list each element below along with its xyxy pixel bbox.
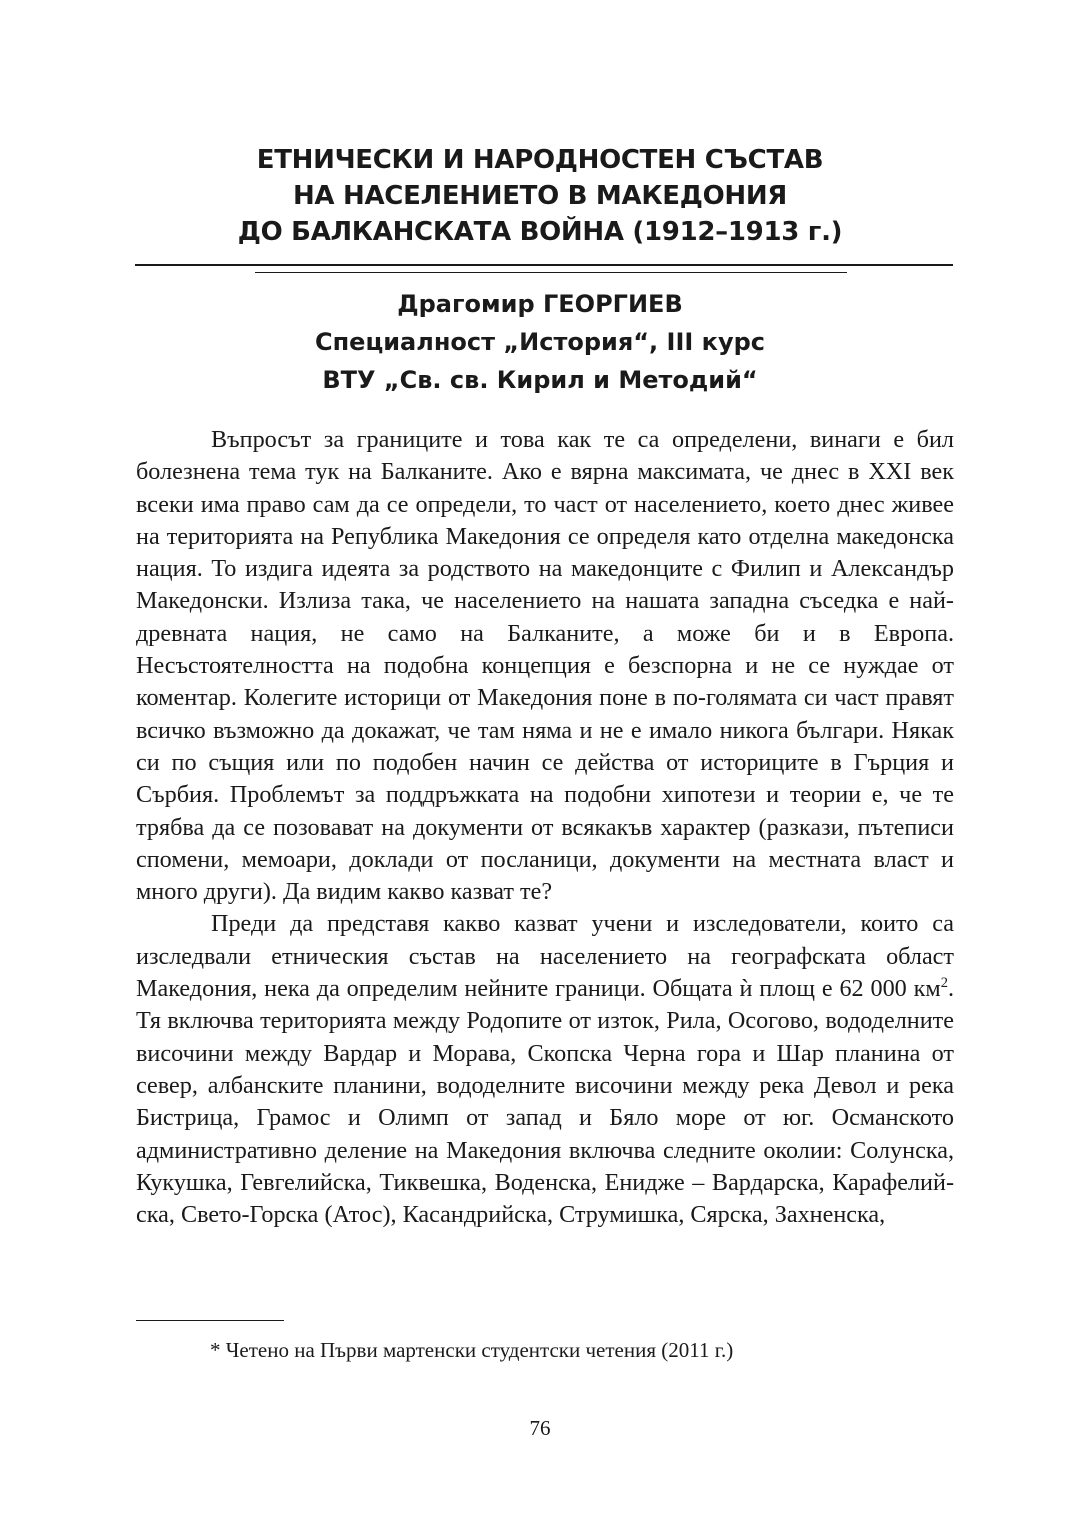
paragraph-2 [136,908,954,1231]
author-university: ВТУ „Св. св. Кирил и Методий“ [322,366,758,394]
title-divider-thick [135,264,953,266]
title-line-3: ДО БАЛКАНСКАТА ВОЙНА (1912–1913 г.) [237,217,843,247]
paragraph-2-end: . Тя включва територията между Родопите от изток, Рила, Осогово, вододелните височини между Вардар и Морава, Скопска Черна гора и Шар планина от север, албанските планини, вододелните височини между река Девол и река Бистрица, Грамос и Олимп от запад и Бяло море от юг. Османското административно деление на Македония включва следните околии: Солунска, Кукушка, Гевгелийска, Тиквешка, Воденска, Енидже – Вардарска, Карафелийска, Свето-Горска (Атос), Касандрийска, Струмишка, Сярска, Захненска, [136,975,954,1229]
author-specialty: Специалност „История“, III курс [314,328,766,356]
article-title [0,142,1080,250]
footnote: * Четено на Първи мартенски студентски четения (2011 г.) [210,1338,734,1362]
paragraph-1: Въпросът за границите и това как те са определени, винаги е бил болезнена тема тук на Балканите. Ако е вярна максимата, че днес в XXI век всеки има право сам да се определи, то част от населението, което днес живее на територията на Република Македония се определя като отделна македонска нация. То издига идеята за родството на македонците с Филип и Александър Македонски. Излиза така, че населението на нашата западна съседка е най-древната нация, не само на Балканите, а може би и в Европа. Несъстоятелността на подобна концепция е безспорна и не се нуждае от коментар. Колегите историци от Македония поне в по-голямата си част правят всичко възможно да докажат, че там няма и не е имало никога българи. Някак си по същия или по подобен начин се действа от историците в Гърция и Сърбия. Проблемът за поддръжката на подобни хипотези и теории е, че те трябва да се позовават на документи от всякакъв характер (разкази, пътеписи спомени, мемоари, доклади от посланици, документи на местната власт и много други). Да видим какво казват те? [136,426,954,906]
author-name: Драгомир ГЕОРГИЕВ [397,290,683,318]
page-number: 76 [529,1416,551,1440]
author-info [0,285,1080,399]
title-line-2: НА НАСЕЛЕНИЕТО В МАКЕДОНИЯ [292,181,788,211]
paragraph-2-start: Преди да представя какво казват учени и изследователи, които са изследвали етническия състав на населението на географската област Македония, нека да определим нейните граници. Общата ѝ площ е 62 000 км [136,910,954,1003]
title-divider-thin [255,272,847,273]
article-body [136,424,954,1231]
footnote-divider [136,1320,284,1321]
title-line-1: ЕТНИЧЕСКИ И НАРОДНОСТЕН СЪСТАВ [256,145,824,175]
superscript-2: 2 [940,974,948,991]
